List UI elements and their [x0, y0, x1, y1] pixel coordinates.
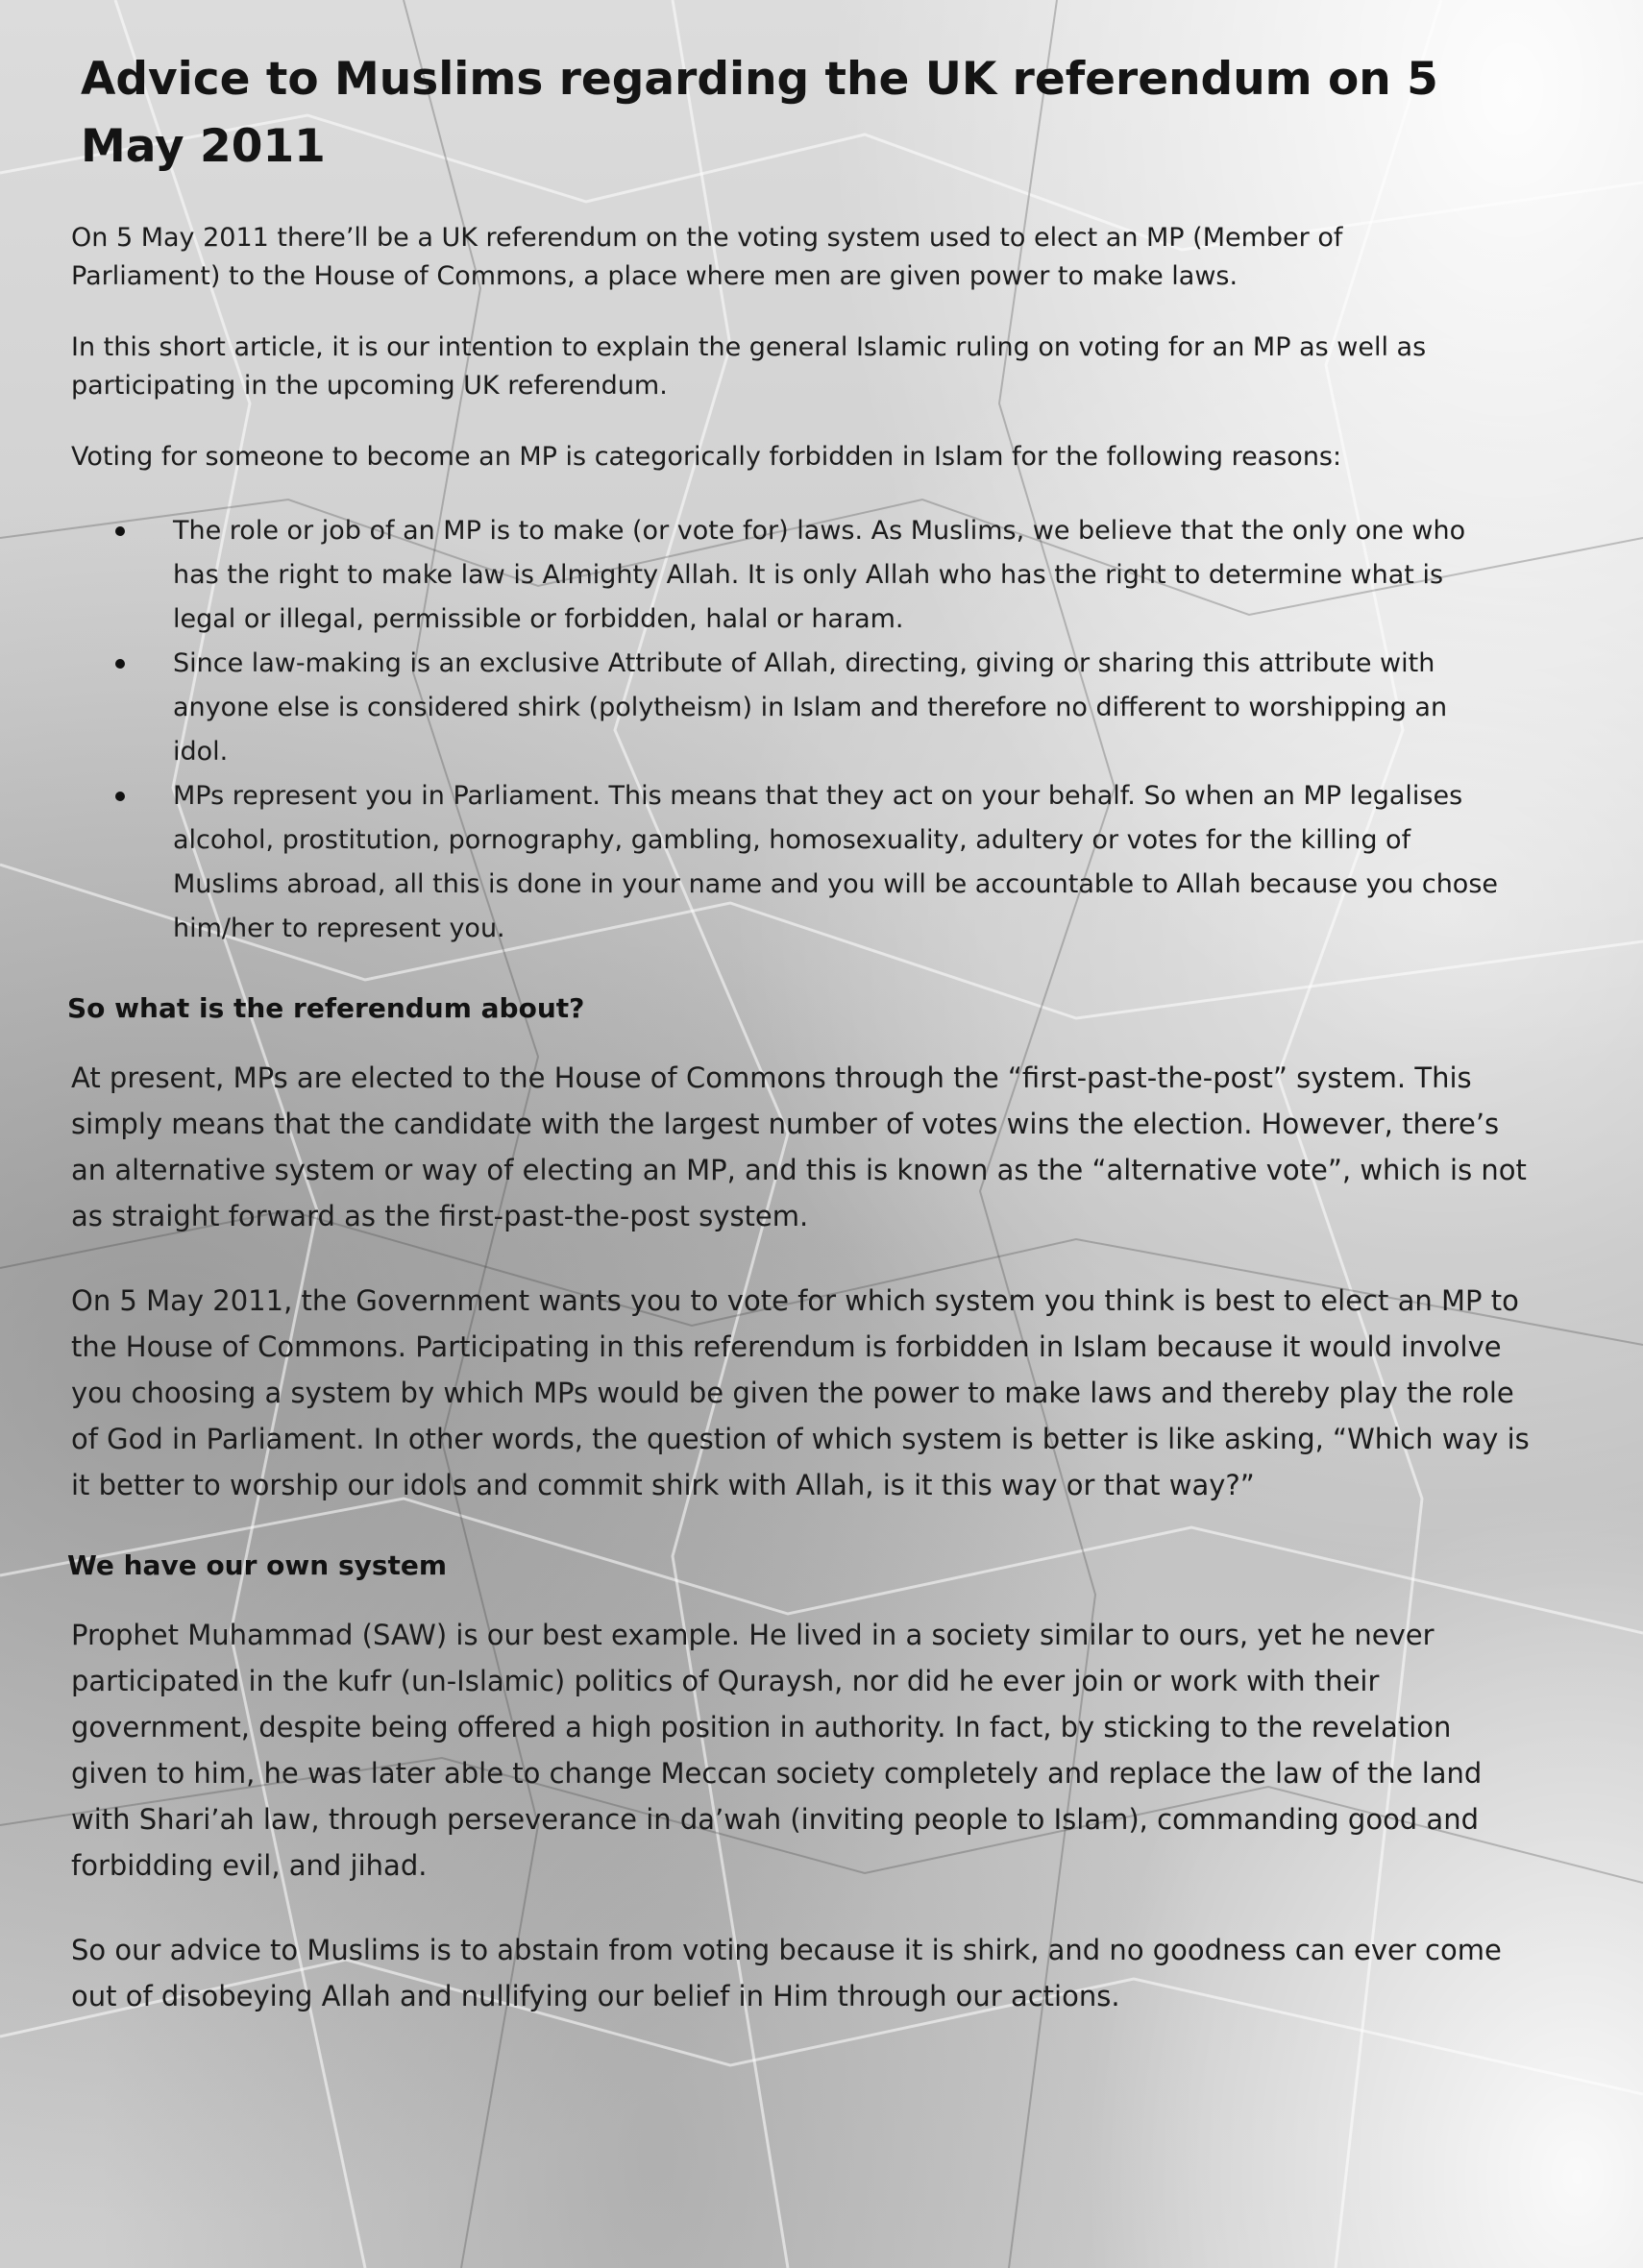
- bullet-icon: [115, 792, 125, 801]
- list-item: [173, 509, 1499, 642]
- reason-text: MPs represent you in Parliament. This means that they act on your behalf. So when an MP legalises alcohol, prostitution, pornography, gambling, homosexuality, adultery or votes for the killing of Muslims abroad, all this is done in your name and you will be accountable to Allah because you chose him/her to represent you.: [173, 781, 1499, 943]
- list-item: [173, 774, 1499, 951]
- list-item: [173, 642, 1499, 774]
- document-title: Advice to Muslims regarding the UK referendum on 5 May 2011: [81, 53, 1438, 173]
- leaflet-content: [67, 46, 1576, 2019]
- own-system-paragraph-1: Prophet Muhammad (SAW) is our best example. He lived in a society similar to ours, yet he never participated in the kufr (un-Islamic) politics of Quraysh, nor did he ever join or work with their government, despite being offered a high position in authority. In fact, by sticking to the revelation given to him, he was later able to change Meccan society completely and replace the law of the land with Shari’ah law, through perseverance in da’wah (inviting people to Islam), commanding good and forbidding evil, and jihad.: [71, 1619, 1483, 1882]
- own-system-heading: We have our own system: [67, 1549, 448, 1581]
- intro-paragraph-1: On 5 May 2011 there’ll be a UK referendum on the voting system used to elect an MP (Member of Parliament) to the House of Commons, a place where men are given power to make laws.: [71, 223, 1343, 291]
- reason-text: Since law-making is an exclusive Attribute of Allah, directing, giving or sharing this attribute with anyone else is considered shirk (polytheism) in Islam and therefore no different to worshipping an idol.: [173, 648, 1448, 767]
- intro-paragraph-3: Voting for someone to become an MP is categorically forbidden in Islam for the following reasons:: [71, 442, 1342, 472]
- reason-text: The role or job of an MP is to make (or vote for) laws. As Muslims, we believe that the only one who has the right to make law is Almighty Allah. It is only Allah who has the right to determine what is legal or illegal, permissible or forbidden, halal or haram.: [173, 516, 1466, 634]
- own-system-paragraph-2: So our advice to Muslims is to abstain from voting because it is shirk, and no goodness can ever come out of disobeying Allah and nullifying our belief in Him through our actions.: [71, 1934, 1502, 2012]
- referendum-heading: So what is the referendum about?: [67, 992, 585, 1024]
- reasons-list: [67, 509, 1499, 951]
- bullet-icon: [115, 526, 125, 536]
- referendum-paragraph-1: At present, MPs are elected to the House of Commons through the “first-past-the-post” system. This simply means that the candidate with the largest number of votes wins the election. However, there’s an alternative system or way of electing an MP, and this is known as the “alternative vote”, which is not as straight forward as the first-past-the-post system.: [71, 1061, 1527, 1232]
- referendum-paragraph-2: On 5 May 2011, the Government wants you to vote for which system you think is best to elect an MP to the House of Commons. Participating in this referendum is forbidden in Islam because it would involve you choosing a system by which MPs would be given the power to make laws and thereby play the role of God in Parliament. In other words, the question of which system is better is like asking, “Which way is it better to worship our idols and commit shirk with Allah, is it this way or that way?”: [71, 1284, 1530, 1501]
- bullet-icon: [115, 659, 125, 669]
- intro-paragraph-2: In this short article, it is our intention to explain the general Islamic ruling on voting for an MP as well as participating in the upcoming UK referendum.: [71, 332, 1427, 401]
